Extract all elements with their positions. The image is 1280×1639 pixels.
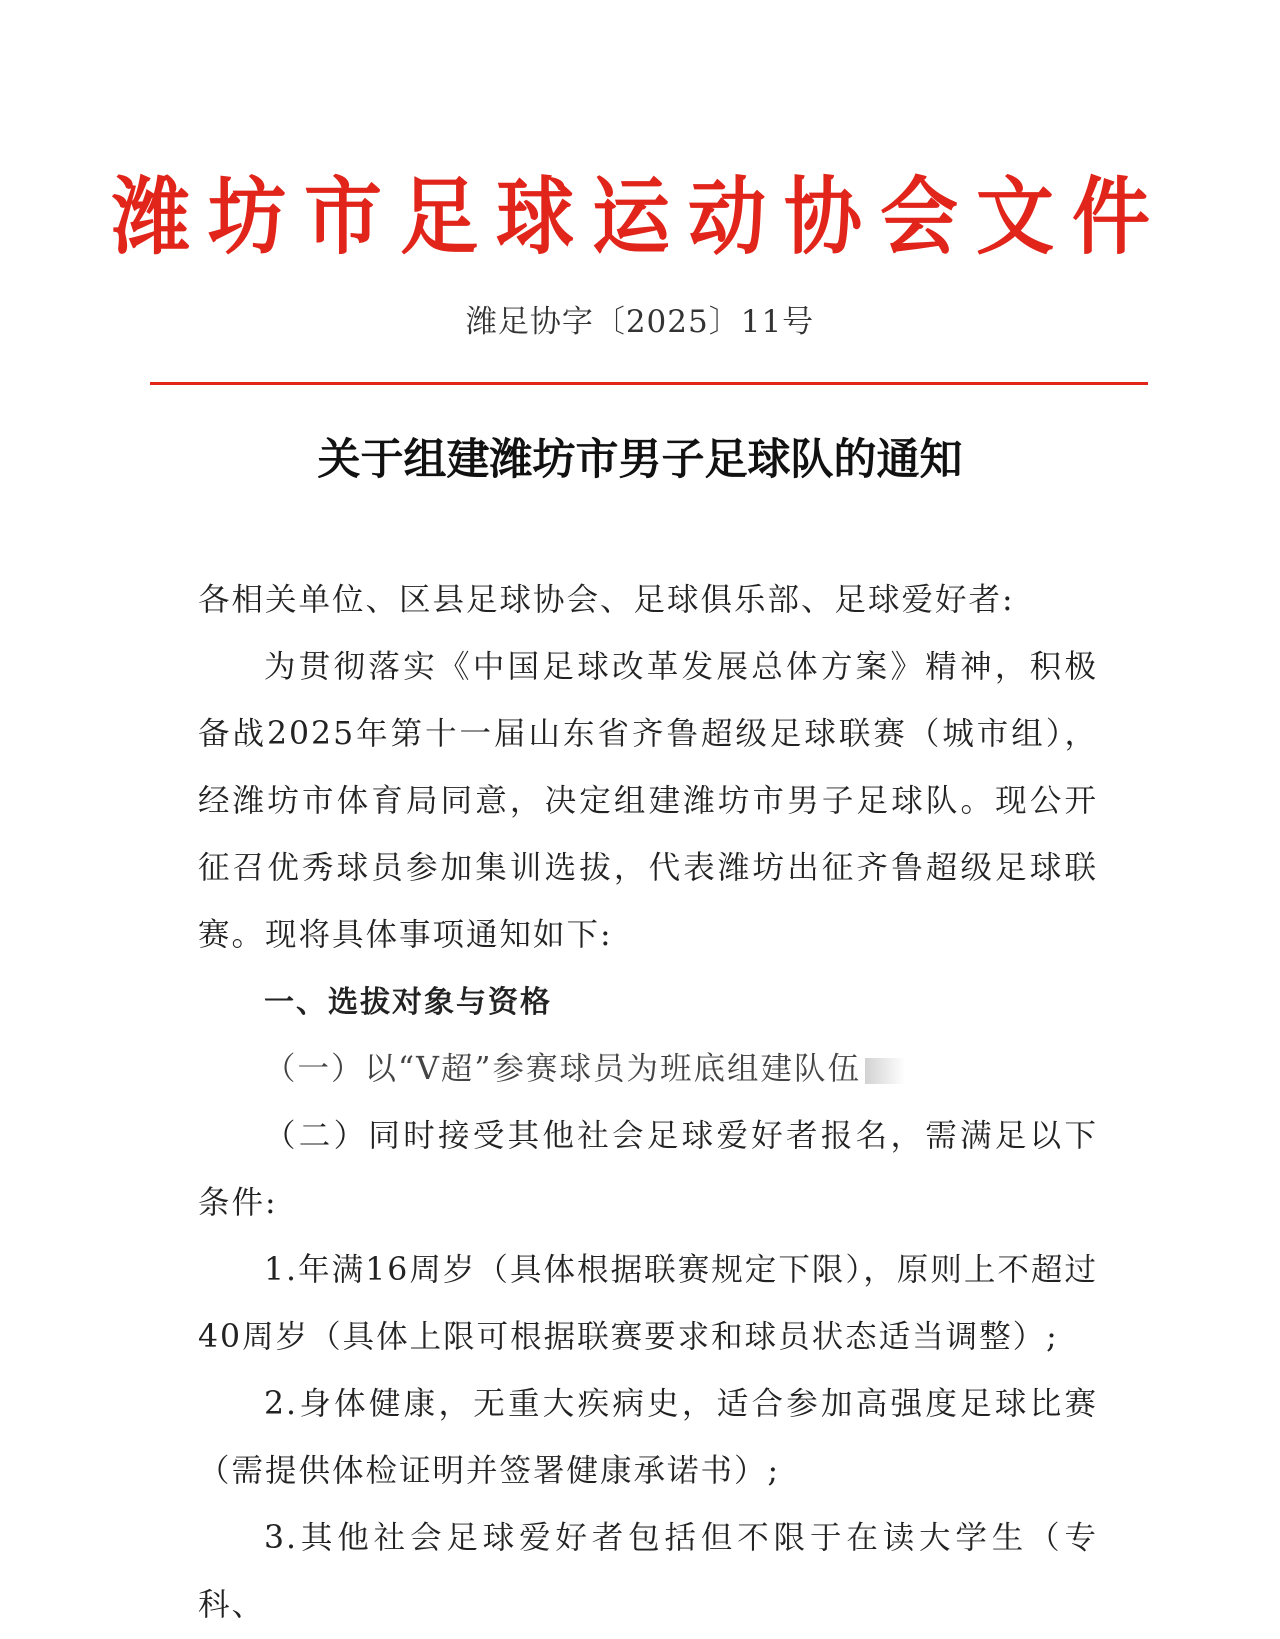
item-one [198, 1036, 1098, 1103]
condition-one: 1.年满16周岁（具体根据联赛规定下限），原则上不超过40周岁（具体上限可根据联赛要求和球员状态适当调整）; [198, 1252, 1098, 1355]
recipients-line: 各相关单位、区县足球协会、足球俱乐部、足球爱好者: [198, 582, 1015, 618]
item-two: （二）同时接受其他社会足球爱好者报名，需满足以下条件: [198, 1118, 1098, 1221]
condition-two: 2.身体健康，无重大疾病史，适合参加高强度足球比赛（需提供体检证明并签署健康承诺书）; [198, 1386, 1098, 1489]
notice-body [198, 567, 1098, 1639]
intro-paragraph: 为贯彻落实《中国足球改革发展总体方案》精神，积极备战2025年第十一届山东省齐鲁超级足球联赛（城市组），经潍坊市体育局同意，决定组建潍坊市男子足球队。现公开征召优秀球员参加集训选拔，代表潍坊出征齐鲁超级足球联赛。现将具体事项通知如下: [198, 649, 1098, 953]
issuer-header: 潍坊市足球运动协会文件 [111, 169, 1168, 267]
notice-title: 关于组建潍坊市男子足球队的通知 [317, 435, 963, 485]
red-divider [150, 382, 1148, 385]
item-one-text: （一）以“V超”参赛球员为班底组建队伍 [264, 1051, 861, 1087]
section-heading: 一、选拔对象与资格 [264, 985, 552, 1020]
condition-three: 3.其他社会足球爱好者包括但不限于在读大学生（专科、 [198, 1520, 1098, 1623]
truncation-fade [865, 1058, 905, 1084]
document-number: 潍足协字〔2025〕11号 [465, 304, 815, 340]
